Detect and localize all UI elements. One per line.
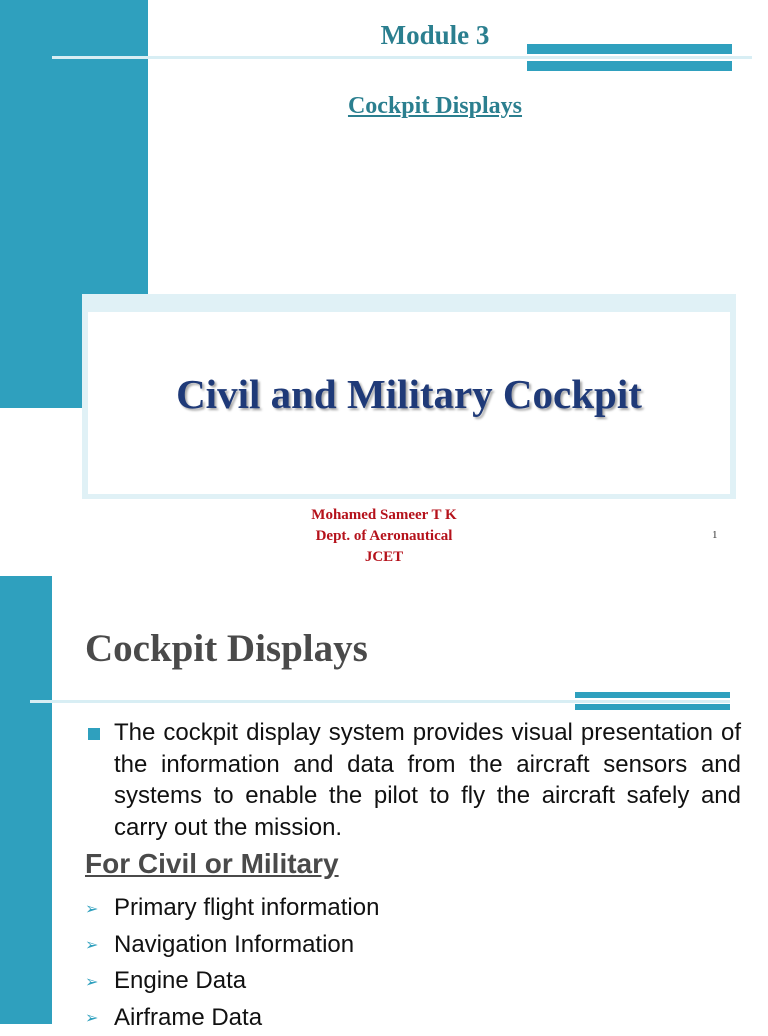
arrow-bullet-icon: ➢	[85, 1008, 103, 1027]
description-paragraph: The cockpit display system provides visual presentation of the information and data from the aircraft sensors and systems to enable the pilot to fly the aircraft safely and carry out the mission.	[114, 717, 741, 843]
list-item	[85, 927, 379, 964]
list-item	[85, 890, 379, 927]
list-item-label: Engine Data	[114, 967, 246, 995]
author-department: Dept. of Aeronautical	[250, 526, 518, 547]
page-number: 1	[712, 529, 718, 541]
list-item-label: Primary flight information	[114, 894, 379, 922]
slide1-divider-line	[52, 56, 752, 59]
list-item-label: Airframe Data	[114, 1004, 262, 1032]
slide2-divider-line	[30, 700, 730, 703]
author-name: Mohamed Sameer T K	[250, 505, 518, 526]
arrow-bullet-icon: ➢	[85, 899, 103, 918]
slide2-stripe-bottom	[575, 704, 730, 710]
slide1-subtitle: Cockpit Displays	[300, 93, 570, 120]
list-item	[85, 963, 379, 1000]
arrow-bullet-icon: ➢	[85, 972, 103, 991]
slide1-stripe-bottom	[527, 61, 732, 71]
feature-list	[85, 890, 379, 1036]
list-item-label: Navigation Information	[114, 931, 354, 959]
square-bullet-icon	[88, 728, 100, 740]
list-item	[85, 1000, 379, 1036]
arrow-bullet-icon: ➢	[85, 935, 103, 954]
slide2-subheading: For Civil or Military	[85, 848, 339, 880]
author-institution: JCET	[250, 547, 518, 568]
slide1-title: Civil and Military Cockpit	[88, 370, 730, 418]
slide2-stripe-top	[575, 692, 730, 698]
module-label: Module 3	[300, 20, 570, 51]
slide2-heading: Cockpit Displays	[85, 626, 368, 671]
author-block	[250, 505, 518, 568]
slide2-accent-bar	[0, 576, 52, 1024]
